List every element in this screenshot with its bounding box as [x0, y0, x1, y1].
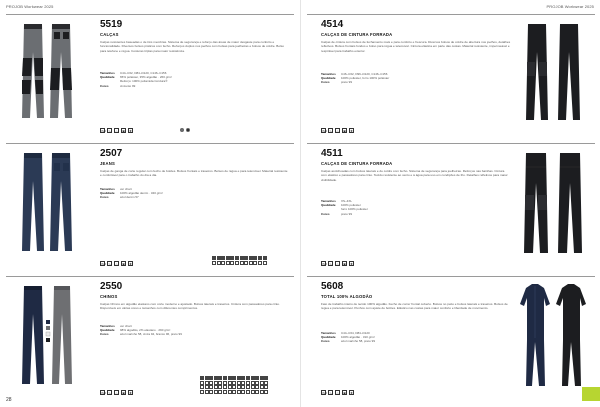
size-cell — [255, 376, 259, 380]
size-cell — [221, 261, 225, 265]
size-cell — [264, 385, 268, 389]
care-icons — [100, 390, 133, 395]
product-2507 — [0, 143, 300, 268]
product-code: 5608 — [321, 281, 344, 292]
size-cell — [241, 381, 245, 385]
product-name: TOTAL 100% ALGODÃO — [321, 294, 373, 299]
product-description: Calças Chinos em algodão elastano com corte moderno e ajustado. Bolsos laterais e traseiros. Cintura com passadores para cinto. Disponíveis em várias cores e tamanhos com diferentes comprimentos. — [100, 302, 280, 311]
color-dots — [180, 128, 190, 132]
wash-icon: ∿ — [329, 129, 332, 133]
size-cell — [244, 261, 248, 265]
size-cell — [209, 381, 213, 385]
size-cell — [260, 390, 264, 394]
spec-key: Tamanhos — [321, 199, 336, 203]
size-cell — [235, 256, 239, 260]
spec-key: Qualidade — [100, 191, 115, 196]
size-cell — [251, 385, 255, 389]
coverall-5608-image — [516, 280, 596, 392]
running-head: PROJOB Workwear 2025 — [6, 4, 54, 9]
size-cell — [209, 385, 213, 389]
size-cell — [253, 261, 257, 265]
wash-icon: ∿ — [108, 262, 111, 266]
size-cell — [226, 261, 230, 265]
size-cell — [214, 376, 218, 380]
size-cell — [230, 261, 234, 265]
color-swatch-black — [186, 128, 190, 132]
size-cell — [253, 256, 257, 260]
spec-value: azul denim 57 — [120, 195, 139, 200]
care-icons — [321, 390, 354, 395]
size-cell — [235, 261, 239, 265]
trousers-5519-image — [6, 18, 88, 126]
product-name: CALÇAS — [100, 32, 119, 37]
divider — [307, 276, 595, 277]
size-cell — [226, 256, 230, 260]
spec-value: preto 99 — [341, 80, 353, 85]
product-5519 — [0, 14, 300, 134]
spec-value: azul marinho 58, preto 99 — [341, 339, 376, 344]
size-cell — [218, 381, 222, 385]
divider — [6, 143, 294, 144]
size-cell — [217, 256, 221, 260]
size-cell — [260, 376, 264, 380]
product-code: 4514 — [321, 19, 344, 30]
right-page — [300, 0, 600, 407]
size-cell — [249, 256, 253, 260]
product-specs — [321, 331, 511, 344]
page-number: 28 — [6, 397, 12, 403]
size-cell — [205, 385, 209, 389]
spec-value: 100% poliéster — [341, 203, 361, 208]
care-icons — [100, 128, 133, 133]
home-icon: ⌂ — [115, 391, 118, 395]
product-name: CALÇAS DE CINTURA FORRADA — [321, 32, 393, 37]
home-icon: ⌂ — [115, 262, 118, 266]
size-grid — [212, 256, 267, 265]
spec-value: C44–C64, D84–D120 — [341, 331, 370, 335]
size-cell — [255, 381, 259, 385]
size-cell — [246, 385, 250, 389]
size-grid — [200, 376, 268, 394]
size-cell — [258, 261, 262, 265]
product-specs — [321, 199, 511, 216]
certification-icon: ISO — [322, 262, 328, 266]
size-cell — [209, 376, 213, 380]
size-cell — [232, 381, 236, 385]
care-icons — [321, 128, 354, 133]
size-cell — [221, 256, 225, 260]
size-cell — [205, 390, 209, 394]
certification-icon: ISO — [322, 129, 328, 133]
care-icons — [321, 261, 354, 266]
reinforced-icon: ✚ — [129, 129, 132, 133]
size-cell — [255, 390, 259, 394]
reinforced-icon: ✚ — [350, 129, 353, 133]
product-4511 — [301, 143, 600, 268]
size-cell — [241, 390, 245, 394]
care-icons — [100, 261, 133, 266]
spec-value: ver chart — [120, 187, 132, 191]
spec-key: Cores — [321, 80, 330, 85]
home-icon: ⌂ — [336, 391, 339, 395]
spec-key: Tamanhos — [100, 187, 115, 191]
product-specs — [100, 187, 290, 200]
spec-key: Qualidade — [321, 203, 336, 208]
size-cell — [223, 390, 227, 394]
size-cell — [264, 381, 268, 385]
size-cell — [228, 376, 232, 380]
size-cell — [258, 256, 262, 260]
size-cell — [205, 376, 209, 380]
jeans-2507-image — [6, 147, 88, 259]
spec-key: Qualidade — [321, 76, 336, 81]
product-code: 4511 — [321, 148, 343, 159]
product-description: Calças acolchoadas com bolsos laterais e de coldre com fecho. Sistema de segurança para joelheiras. Reforços nas bainhas. Cintura com elástico e passadores para cinto. Tecido resistente ao vento e à água para uso em condições de frio. Detalhes refletivos para maior visibilidade. — [321, 169, 508, 182]
spec-key: Cores — [100, 83, 109, 88]
divider — [6, 14, 294, 15]
divider — [307, 143, 595, 144]
product-code: 2550 — [100, 281, 123, 292]
size-cell — [241, 385, 245, 389]
reinforced-icon: ✚ — [129, 391, 132, 395]
size-cell — [237, 385, 241, 389]
wash-icon: ∿ — [108, 391, 111, 395]
size-cell — [214, 390, 218, 394]
size-cell — [212, 256, 216, 260]
product-description: Fato de trabalho inteiro de tecido 100% algodão. Fecho de correr frontal coberto. Bolsos no peito e bolsos laterais e traseiros. Bolsos de régua e para telemóvel. Punhos com ajuste de botões. Elástico nas costas para maior conforto e liberdade de movimento. — [321, 302, 508, 311]
size-cell — [244, 256, 248, 260]
spec-key: Cores — [100, 332, 109, 337]
spec-key: Cores — [321, 211, 330, 216]
spec-value: 65% poliéster, 35% algodão · 260 g/m² — [120, 75, 172, 80]
wash-icon: ∿ — [329, 262, 332, 266]
home-icon: ⌂ — [336, 262, 339, 266]
pocket-icon: ▣ — [343, 262, 346, 266]
pocket-icon: ▣ — [122, 129, 125, 133]
spec-value: C44–C62, D84–D120, C146–C156 — [120, 71, 167, 75]
spec-key: Tamanhos — [321, 331, 336, 335]
section-tab — [582, 387, 600, 401]
size-cell — [214, 385, 218, 389]
size-cell — [228, 390, 232, 394]
certification-icon: ISO — [101, 262, 107, 266]
size-cell — [232, 390, 236, 394]
size-cell — [237, 390, 241, 394]
size-cell — [260, 381, 264, 385]
size-cell — [223, 385, 227, 389]
home-icon: ⌂ — [115, 129, 118, 133]
size-cell — [240, 261, 244, 265]
size-cell — [237, 381, 241, 385]
running-head: PROJOB Workwear 2025 — [546, 4, 594, 9]
spec-value: C46–C62, D96–D120, C146–C156 — [341, 72, 388, 76]
spec-key: Tamanhos — [321, 72, 336, 76]
size-cell — [218, 376, 222, 380]
pocket-icon: ▣ — [122, 391, 125, 395]
trousers-4511-image — [516, 147, 596, 259]
spec-value: forro 100% poliéster — [341, 207, 368, 212]
spec-key: Qualidade — [321, 335, 336, 340]
size-cell — [212, 261, 216, 265]
wash-icon: ∿ — [108, 129, 111, 133]
size-cell — [251, 390, 255, 394]
spec-value: 100% poliéster, forro 100% poliéster — [341, 76, 390, 81]
size-cell — [214, 381, 218, 385]
size-cell — [232, 385, 236, 389]
size-cell — [228, 385, 232, 389]
size-cell — [249, 261, 253, 265]
spec-key: Tamanhos — [100, 324, 115, 328]
size-cell — [246, 381, 250, 385]
size-cell — [255, 385, 259, 389]
reinforced-icon: ✚ — [350, 391, 353, 395]
spec-key: Cores — [321, 339, 330, 344]
home-icon: ⌂ — [336, 129, 339, 133]
size-cell — [246, 390, 250, 394]
size-cell — [263, 256, 267, 260]
size-cell — [223, 381, 227, 385]
certification-icon: ISO — [322, 391, 328, 395]
product-name: JEANS — [100, 161, 115, 166]
spec-value: azul marinho 58, cinza 94, branco 96, preto 99 — [120, 332, 182, 337]
size-cell — [218, 385, 222, 389]
size-cell — [264, 376, 268, 380]
size-cell — [241, 376, 245, 380]
product-4514 — [301, 14, 600, 134]
wash-icon: ∿ — [329, 391, 332, 395]
size-cell — [217, 261, 221, 265]
product-specs — [100, 324, 290, 337]
product-description: Calças de ganga de corte regular com fecho de botões. Bolsos frontais e traseiros. Bolsos de régua e para telemóvel. Material resistente e confortável para o trabalho do dia a dia. — [100, 169, 288, 178]
product-description: Calças resistentes baseadas o de três membras. Sistema de segurança e reforço das áreas de maior desgaste para conforto e funcionalidade. Diversos bolsos práticos com fecho. Reforços duplos nos joelhos com bolsas para joelheiras e bolsos de coldre. Bolso para telefone e régua. Costuras triplas para maior resistência. — [100, 40, 285, 53]
chinos-2550-image — [6, 280, 88, 392]
product-name: CHINOS — [100, 294, 118, 299]
size-cell — [200, 390, 204, 394]
product-code: 5519 — [100, 19, 123, 30]
size-cell — [230, 256, 234, 260]
divider — [6, 276, 294, 277]
size-cell — [200, 381, 204, 385]
spec-value: preto 99 — [341, 211, 353, 216]
product-2550 — [0, 276, 300, 401]
size-cell — [251, 381, 255, 385]
spec-value: XS–4XL — [341, 199, 353, 203]
certification-icon: ISO — [101, 129, 107, 133]
size-cell — [205, 381, 209, 385]
spec-value: ver chart — [120, 324, 132, 328]
product-specs — [100, 71, 290, 88]
size-cell — [251, 376, 255, 380]
trousers-4514-image — [516, 18, 596, 126]
spec-key: Tamanhos — [100, 71, 115, 75]
size-cell — [200, 385, 204, 389]
reinforced-icon: ✚ — [350, 262, 353, 266]
spec-value: Reforço: 100% poliamida Cordura® — [120, 79, 168, 84]
size-cell — [228, 381, 232, 385]
size-cell — [200, 376, 204, 380]
pocket-icon: ▣ — [122, 262, 125, 266]
size-cell — [218, 390, 222, 394]
product-code: 2507 — [100, 148, 123, 159]
size-cell — [240, 256, 244, 260]
spec-value: cinzento 99 — [120, 83, 136, 88]
spec-key: Qualidade — [100, 328, 115, 333]
size-cell — [209, 390, 213, 394]
product-5608 — [301, 276, 600, 401]
size-cell — [246, 376, 250, 380]
size-cell — [232, 376, 236, 380]
product-description: Calças de cintura com bolsos de fechamento mais e para conforto e frescura. Diversos bolsos de coldre de abertura nos joelhos, detalhes refletivos. Bolsos frontais fundos e bolso para régua e telemóvel. Cintura elástica em parte das costas. Material resistente, impermeável e respirável para trabalho exterior. — [321, 40, 511, 53]
spec-key: Cores — [100, 195, 109, 200]
size-cell — [264, 390, 268, 394]
size-cell — [263, 261, 267, 265]
product-specs — [321, 72, 511, 85]
pocket-icon: ▣ — [343, 391, 346, 395]
certification-icon: ISO — [101, 391, 107, 395]
size-cell — [237, 376, 241, 380]
divider — [307, 14, 595, 15]
pocket-icon: ▣ — [343, 129, 346, 133]
spec-key: Qualidade — [100, 75, 115, 80]
reinforced-icon: ✚ — [129, 262, 132, 266]
product-name: CALÇAS DE CINTURA FORRADA — [321, 161, 393, 166]
spec-value: 98% algodão, 2% elastano · 290 g/m² — [120, 328, 171, 333]
size-cell — [223, 376, 227, 380]
size-cell — [260, 385, 264, 389]
color-swatch-grey — [180, 128, 184, 132]
spec-value: 100% algodão denim · 340 g/m² — [120, 191, 163, 196]
spec-value: 100% algodão · 310 g/m² — [341, 335, 375, 340]
